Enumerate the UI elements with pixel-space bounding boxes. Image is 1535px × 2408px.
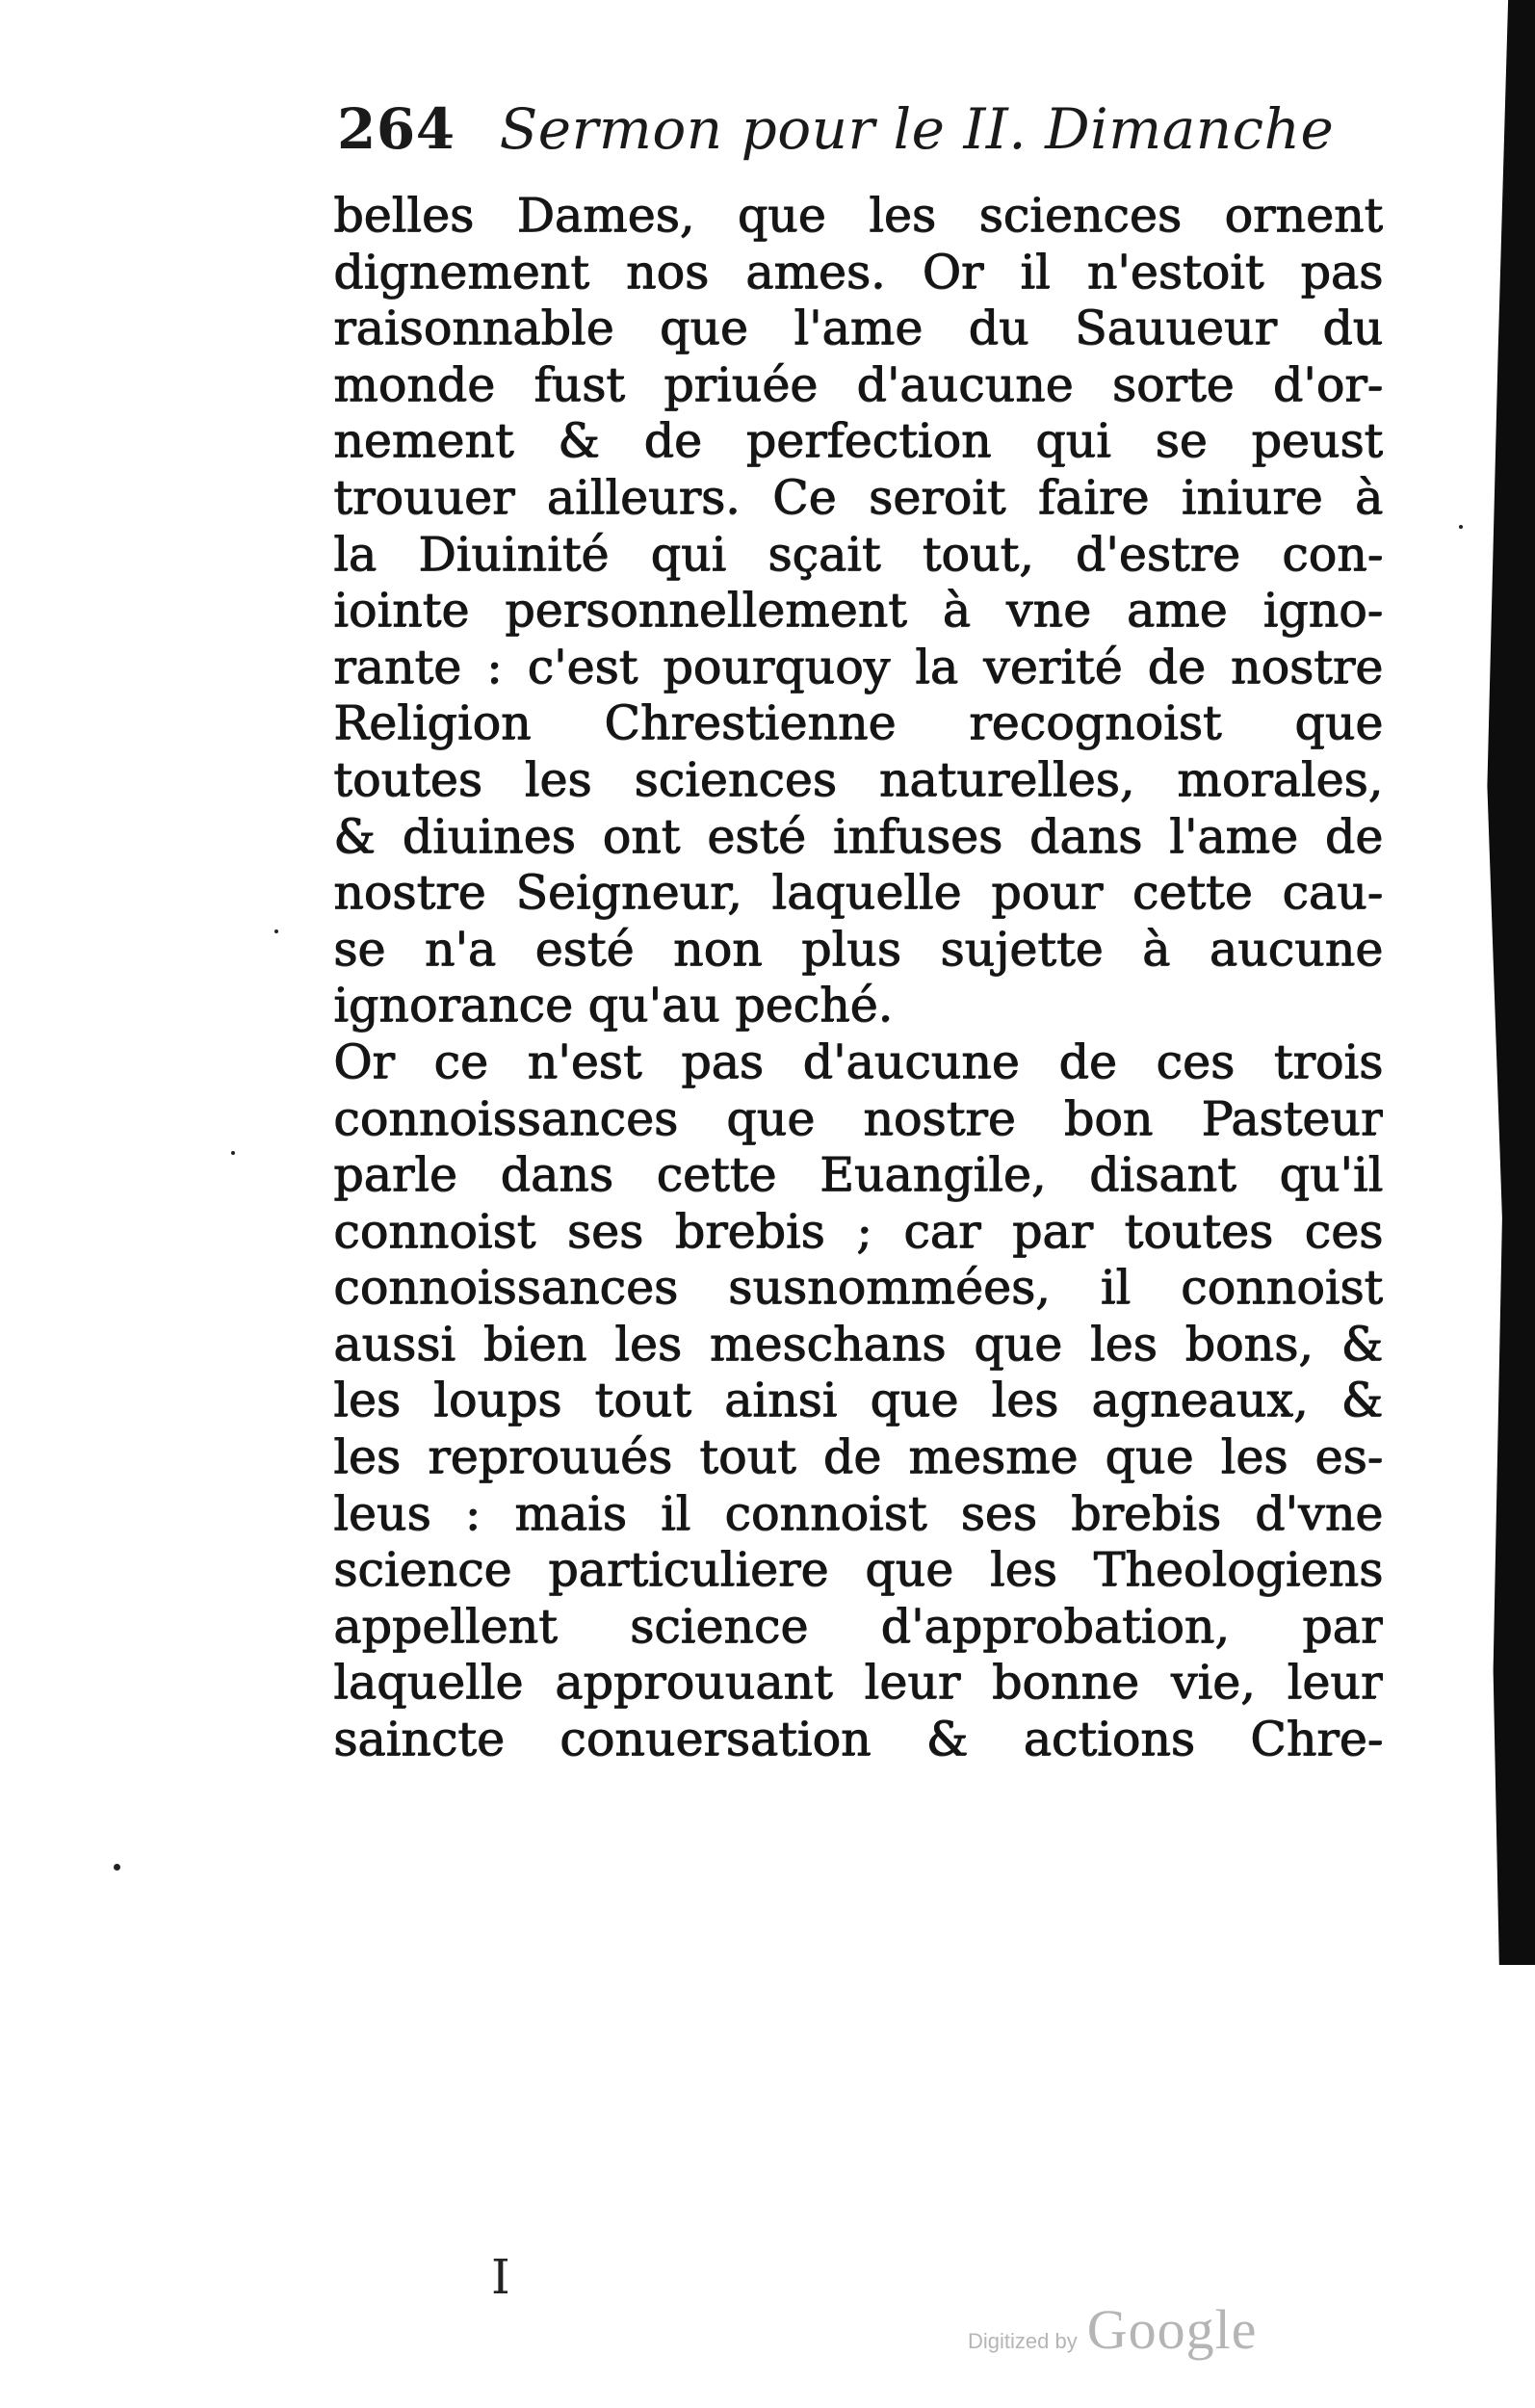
page-number: 264: [337, 96, 455, 162]
google-logo: Google: [1086, 2298, 1258, 2361]
text-line: saincte conuersation & actions Chre-: [333, 1712, 1383, 1767]
text-line: nement & de perfection qui se peust: [333, 413, 1383, 469]
text-line: dignement nos ames. Or il n'estoit pas: [333, 244, 1383, 300]
text-line: les reprouués tout de mesme que les es-: [333, 1429, 1383, 1485]
text-line: toutes les sciences naturelles, morales,: [333, 751, 1383, 807]
margin-speck: [231, 1151, 235, 1155]
margin-speck: [1459, 525, 1463, 529]
scan-edge-shadow: [1475, 0, 1535, 1965]
margin-speck: [274, 929, 278, 933]
text-line: connoist ses brebis ; car par toutes ces: [333, 1203, 1383, 1259]
text-line-paragraph-end: ignorance qu'au peché.: [333, 978, 893, 1034]
text-line: belles Dames, que les sciences ornent: [333, 188, 1383, 243]
text-line: nostre Seigneur, laquelle pour cette cau-: [333, 865, 1383, 921]
text-line: connoissances que nostre bon Pasteur: [333, 1090, 1383, 1146]
text-line: les loups tout ainsi que les agneaux, &: [333, 1373, 1383, 1428]
margin-speck: [114, 1864, 120, 1871]
text-line: leus : mais il connoist ses brebis d'vne: [333, 1485, 1383, 1541]
text-line: & diuines ont esté infuses dans l'ame de: [333, 808, 1383, 864]
text-line: laquelle approuuant leur bonne vie, leur: [333, 1655, 1383, 1711]
text-line: se n'a esté non plus sujette à aucune: [333, 921, 1383, 977]
signature-mark: I: [491, 2249, 518, 2305]
digitization-watermark: [968, 2297, 1257, 2362]
text-line: science particuliere que les Theologiens: [333, 1542, 1383, 1598]
text-line: trouuer ailleurs. Ce seroit faire iniure à: [333, 469, 1383, 525]
running-title: Sermon pour le II. Dimanche: [499, 96, 1335, 162]
page-header: [337, 96, 1348, 173]
text-line: monde fust priuée d'aucune sorte d'or-: [333, 356, 1383, 412]
text-line-paragraph-start: Or ce n'est pas d'aucune de ces trois: [333, 1034, 1383, 1089]
text-line: aussi bien les meschans que les bons, &: [333, 1316, 1383, 1372]
text-line: iointe personnellement à vne ame igno-: [333, 583, 1383, 639]
watermark-prefix: Digitized by: [968, 2329, 1078, 2353]
text-line: appellent science d'approbation, par: [333, 1598, 1383, 1654]
text-line: la Diuinité qui sçait tout, d'estre con-: [333, 526, 1383, 582]
text-line: Religion Chrestienne recognoist que: [333, 695, 1383, 751]
text-line: raisonnable que l'ame du Sauueur du: [333, 301, 1383, 356]
text-line: rante : c'est pourquoy la verité de nostre: [333, 639, 1383, 694]
sermon-text: [333, 188, 1383, 1768]
text-line: connoissances susnommées, il connoist: [333, 1260, 1383, 1316]
text-line: parle dans cette Euangile, disant qu'il: [333, 1147, 1383, 1203]
